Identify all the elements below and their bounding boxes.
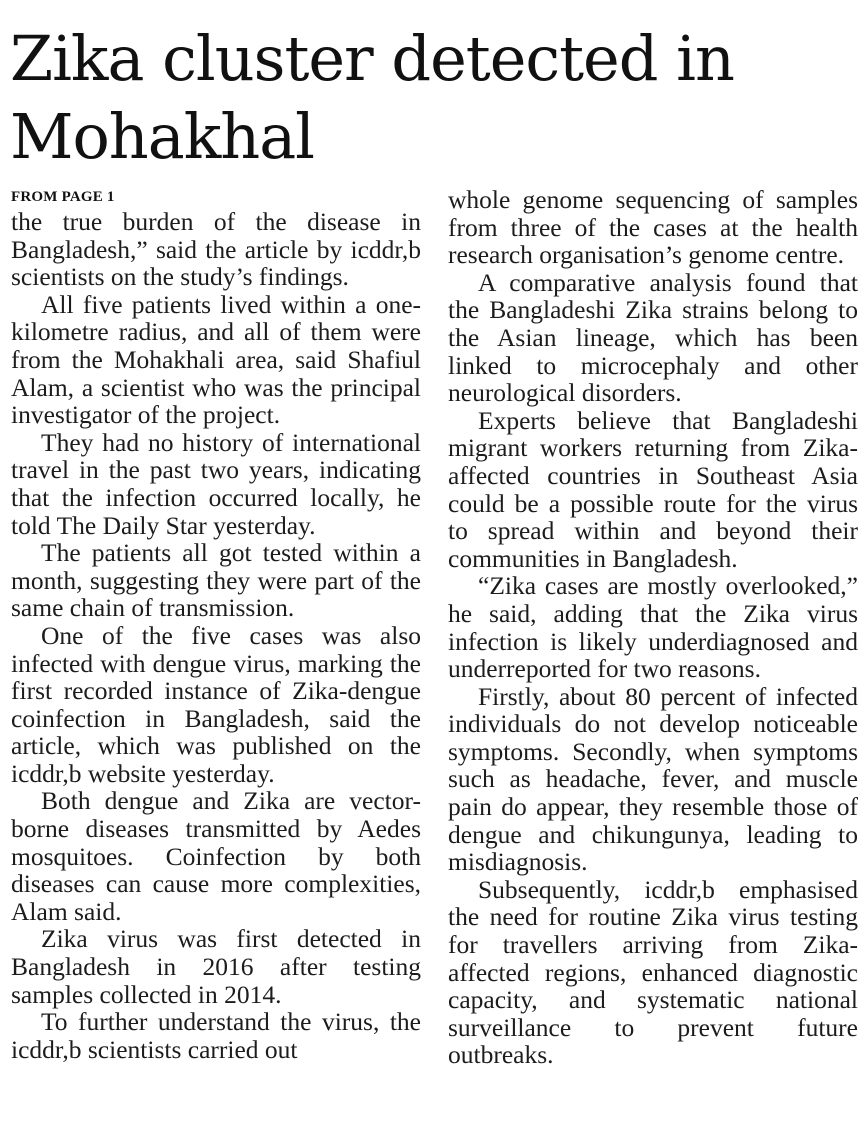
paragraph: Firstly, about 80 percent of infected individuals do not develop noticeable symptoms. Secondly, when symptoms such as headache, fever, and muscle pain do appear, they resemble those of dengue and chikungunya, leading to misdiagnosis.: [448, 681, 858, 877]
article-column-right: [448, 186, 858, 1069]
paragraph: Zika virus was first detected in Bangladesh in 2016 after testing samples collected in 2014.: [11, 924, 421, 1009]
paragraph: Both dengue and Zika are vector-borne diseases transmitted by Aedes mosquitoes. Coinfection by both diseases can cause more complexities, Alam said.: [11, 786, 421, 926]
headline: Zika cluster detected in Mohakhal: [10, 22, 734, 173]
kicker: FROM PAGE 1: [11, 189, 115, 205]
paragraph: whole genome sequencing of samples from three of the cases at the health research organisation’s genome centre.: [448, 185, 858, 270]
paragraph: They had no history of international travel in the past two years, indicating that the infection occurred locally, he told The Daily Star yesterday.: [11, 427, 421, 540]
paragraph: the true burden of the disease in Bangladesh,” said the article by icddr,b scientists on the study’s findings.: [11, 207, 421, 292]
paragraph: A comparative analysis found that the Bangladeshi Zika strains belong to the Asian lineage, which has been linked to microcephaly and other neurological disorders.: [448, 267, 858, 408]
article-column-left: [11, 186, 421, 1063]
paragraph: All five patients lived within a one-kilometre radius, and all of them were from the Mohakhali area, said Shafiul Alam, a scientist who was the principal investigator of the project.: [11, 289, 421, 430]
paragraph: Experts believe that Bangladeshi migrant workers returning from Zika-affected countries in Southeast Asia could be a possible route for the virus to spread within and beyond their communities in Bangladesh.: [448, 405, 858, 573]
paragraph: The patients all got tested within a month, suggesting they were part of the same chain of transmission.: [11, 538, 421, 623]
paragraph: “Zika cases are mostly overlooked,” he said, adding that the Zika virus infection is likely underdiagnosed and underreported for two reasons.: [448, 571, 858, 684]
paragraph: One of the five cases was also infected with dengue virus, marking the first recorded instance of Zika-dengue coinfection in Bangladesh, said the article, which was published on the icddr,b website yesterday.: [11, 620, 421, 788]
paragraph: To further understand the virus, the icddr,b scientists carried out: [11, 1007, 421, 1064]
paragraph: Subsequently, icddr,b emphasised the need for routine Zika virus testing for travellers arriving from Zika-affected regions, enhanced diagnostic capacity, and systematic national surveillance to prevent future outbreaks.: [448, 874, 858, 1070]
